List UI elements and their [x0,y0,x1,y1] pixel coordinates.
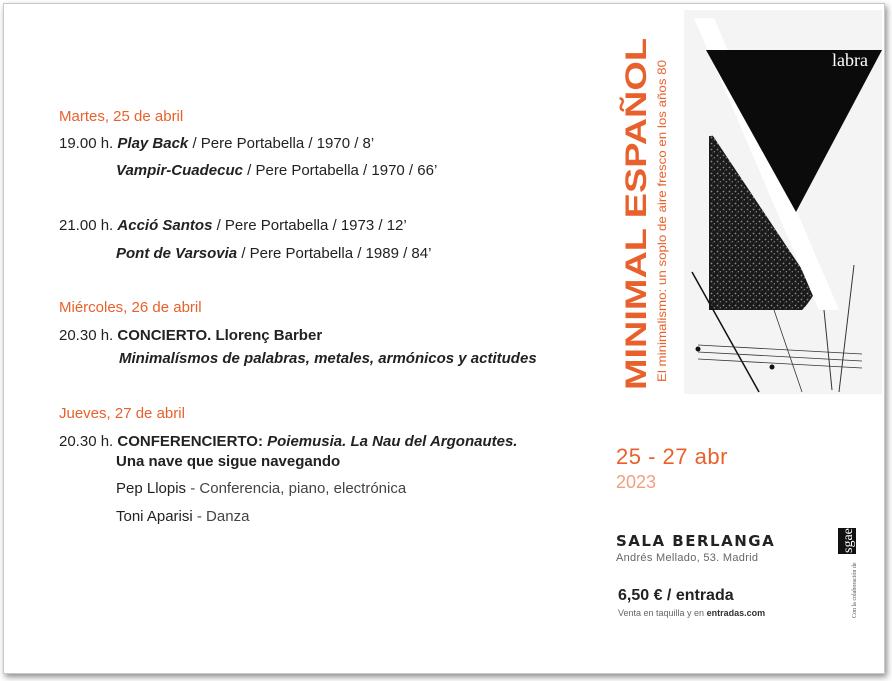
cover-dot [770,365,775,370]
screening-4-title: Pont de Varsovia [116,245,238,262]
day-heading-1: Martes, 25 de abril [59,108,184,125]
conference-title-prefix: CONFERENCIERTO: [117,433,268,450]
screening-1-time: 19.00 h. [59,135,114,152]
screening-1-title: Play Back [117,135,189,152]
concert-title: CONCIERTO. Llorenç Barber [117,327,323,344]
screening-1-meta: / Pere Portabella / 1970 / 8’ [188,135,375,152]
performer-1-name: Pep Llopis [116,480,187,497]
cover-artwork [614,10,882,394]
screening-2-meta: / Pere Portabella / 1970 / 66’ [242,162,438,179]
sgae-logo [838,528,856,554]
conference-title-italic: Poiemusia. La Nau del Argonautes. [267,433,518,450]
ticket-sale-prefix: Venta en taquilla y en [618,608,707,618]
performer-2-name: Toni Aparisi [116,508,193,525]
conference-time: 20.30 h. [59,433,114,450]
concert-subtitle [119,350,537,367]
program-page [3,3,885,674]
ticket-sale-info [618,608,765,618]
venue-address: Andrés Mellado, 53. Madrid [616,552,759,564]
event-dates [616,444,876,493]
day-heading-3: Jueves, 27 de abril [59,405,185,422]
concert-line [59,327,322,344]
cover-subtitle: El minimalismo: un soplo de aire fresco en los años 80 [655,91,669,382]
event-year: 2023 [616,472,657,492]
performer-1-role: - Conferencia, piano, electrónica [186,480,407,497]
performer-2-role: - Danza [192,508,250,525]
screening-4-meta: / Pere Portabella / 1989 / 84’ [237,245,432,262]
conference-title-line2-text: Una nave que sigue navegando [116,453,341,470]
performer-2 [116,508,249,525]
conference-title-line2 [116,453,340,470]
screening-3-title: Acció Santos [117,217,213,234]
sgae-logo-mark [838,528,856,554]
performer-1 [116,480,406,497]
cover-dot [696,347,701,352]
ticket-price: 6,50 € / entrada [618,587,734,604]
concert-subtitle-text: Minimalísmos de palabras, metales, armónicos y actitudes [119,350,537,367]
day-heading-2: Miércoles, 26 de abril [59,299,202,316]
screening-3-meta: / Pere Portabella / 1973 / 12’ [212,217,407,234]
concert-time: 20.30 h. [59,327,114,344]
screening-3-time: 21.00 h. [59,217,114,234]
collaboration-note: Con la colaboración de [852,562,858,618]
publisher-logo: labra [832,50,868,70]
cover-title: MINIMAL ESPAÑOL [620,111,653,390]
screening-2-title: Vampir-Cuadecuc [116,162,243,179]
screening-2 [116,162,437,179]
screening-1 [59,135,374,152]
ticket-sale-site: entradas.com [706,608,766,618]
screening-4 [116,245,431,262]
screening-3 [59,217,407,234]
event-date-range: 25 - 27 abr [616,444,728,469]
sgae-logo-text: sgae [841,528,856,553]
conference-line [59,433,517,450]
venue-name: SALA BERLANGA [616,532,776,550]
